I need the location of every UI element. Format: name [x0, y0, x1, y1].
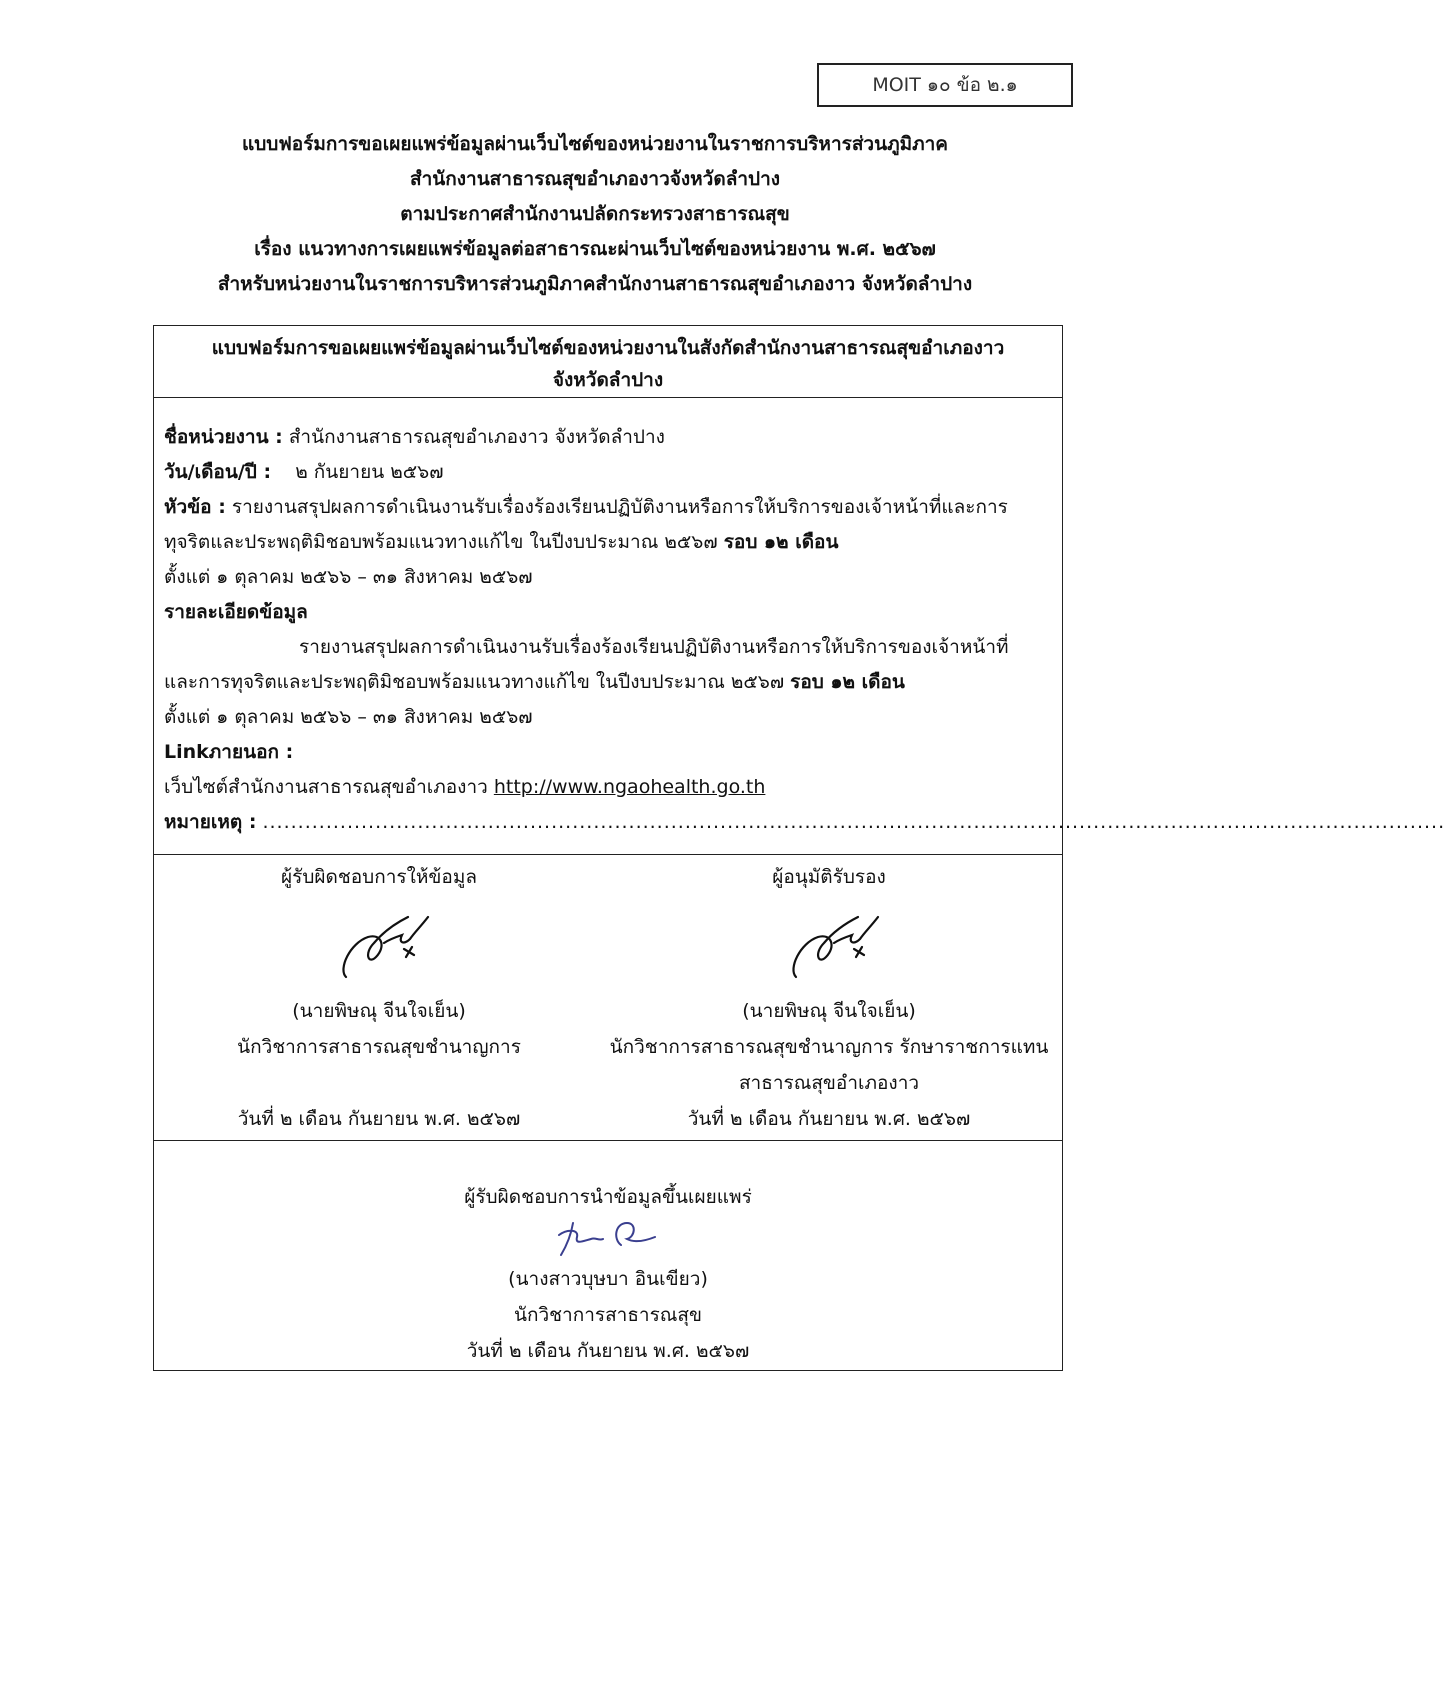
- topic-text-2: ทุจริตและประพฤติมิชอบพร้อมแนวทางแก้ไข ในปีงบประมาณ ๒๕๖๗: [164, 531, 718, 553]
- publisher-signature-image: [154, 1215, 1062, 1261]
- detail-text-3: ตั้งแต่ ๑ ตุลาคม ๒๕๖๖ – ๓๑ สิงหาคม ๒๕๖๗: [164, 706, 533, 728]
- right-signature-date: วันที่ ๒ เดือน กันยายน พ.ศ. ๒๕๖๗: [687, 1108, 971, 1130]
- date-row: [164, 455, 1052, 490]
- publisher-date: วันที่ ๒ เดือน กันยายน พ.ศ. ๒๕๖๗: [466, 1340, 750, 1362]
- form-title-line-1: แบบฟอร์มการขอเผยแพร่ข้อมูลผ่านเว็บไซต์ของหน่วยงานในสังกัดสำนักงานสาธารณสุขอำเภองาว: [211, 337, 1005, 359]
- detail-round: รอบ ๑๒ เดือน: [790, 671, 905, 693]
- detail-row-3: [164, 700, 1052, 735]
- signature-icon: [774, 899, 884, 989]
- left-signature-date: วันที่ ๒ เดือน กันยายน พ.ศ. ๒๕๖๗: [237, 1108, 521, 1130]
- topic-row-2: [164, 525, 1052, 560]
- detail-text-2: และการทุจริตและประพฤติมิชอบพร้อมแนวทางแก้ไข ในปีงบประมาณ ๒๕๖๗: [164, 671, 785, 693]
- publisher-signature-block: [154, 1141, 1062, 1369]
- heading-line-4: เรื่อง แนวทางการเผยแพร่ข้อมูลต่อสาธารณะผ่านเว็บไซต์ของหน่วยงาน พ.ศ. ๒๕๖๗: [254, 238, 936, 260]
- agency-value: สำนักงานสาธารณสุขอำเภองาว จังหวัดลำปาง: [288, 426, 665, 448]
- left-signature-image: [194, 895, 564, 993]
- note-label: หมายเหตุ :: [164, 811, 257, 833]
- heading-line-2: สำนักงานสาธารณสุขอำเภองาวจังหวัดลำปาง: [409, 168, 781, 190]
- heading-line-1: แบบฟอร์มการขอเผยแพร่ข้อมูลผ่านเว็บไซต์ของหน่วยงานในราชการบริหารส่วนภูมิภาค: [241, 133, 949, 155]
- signature-icon: [543, 1215, 673, 1261]
- document-headings: [130, 127, 1060, 302]
- right-signer-position-1: นักวิชาการสาธารณสุขชำนาญการ รักษาราชการแทน: [609, 1036, 1049, 1058]
- note-dots: ........................................................................................................................................................................: [262, 811, 1445, 833]
- topic-row-3: [164, 560, 1052, 595]
- left-signature-block: [194, 859, 564, 1137]
- document-code-box: [817, 63, 1073, 107]
- note-row: [164, 805, 1445, 840]
- agency-label: ชื่อหน่วยงาน :: [164, 426, 283, 448]
- agency-row: [164, 420, 1052, 455]
- publisher-position: นักวิชาการสาธารณสุข: [513, 1304, 703, 1326]
- date-label: วัน/เดือน/ปี :: [164, 461, 272, 483]
- right-signer-name: (นายพิษณุ จีนใจเย็น): [742, 1000, 916, 1022]
- detail-label: รายละเอียดข้อมูล: [164, 601, 308, 623]
- left-signer-position: นักวิชาการสาธารณสุขชำนาญการ: [237, 1036, 521, 1058]
- topic-row-1: [164, 490, 1052, 525]
- right-signer-role: ผู้อนุมัติรับรอง: [772, 866, 886, 888]
- left-signer-name: (นายพิษณุ จีนใจเย็น): [292, 1000, 466, 1022]
- form-content: [154, 398, 1445, 855]
- form-title-line-2: จังหวัดลำปาง: [552, 369, 664, 391]
- detail-row-2: [164, 665, 1052, 700]
- heading-line-3: ตามประกาศสำนักงานปลัดกระทรวงสาธารณสุข: [400, 203, 790, 225]
- publication-form: [153, 325, 1445, 1371]
- date-value: ๒ กันยายน ๒๕๖๗: [295, 461, 444, 483]
- detail-text-1: รายงานสรุปผลการดำเนินงานรับเรื่องร้องเรียนปฏิบัติงานหรือการให้บริการของเจ้าหน้าที่: [299, 636, 1009, 658]
- heading-line-5: สำหรับหน่วยงานในราชการบริหารส่วนภูมิภาคสำนักงานสาธารณสุขอำเภองาว จังหวัดลำปาง: [217, 273, 973, 295]
- publisher-name: (นางสาวบุษบา อินเขียว): [508, 1268, 708, 1290]
- website-text: เว็บไซต์สำนักงานสาธารณสุขอำเภองาว: [164, 776, 488, 798]
- right-signer-position-2: สาธารณสุขอำเภองาว: [738, 1072, 920, 1094]
- topic-text-3: ตั้งแต่ ๑ ตุลาคม ๒๕๖๖ – ๓๑ สิงหาคม ๒๕๖๗: [164, 566, 533, 588]
- left-signer-role: ผู้รับผิดชอบการให้ข้อมูล: [281, 866, 477, 888]
- signature-section: [154, 855, 1062, 1141]
- website-link[interactable]: http://www.ngaohealth.go.th: [493, 776, 766, 798]
- publisher-role: ผู้รับผิดชอบการนำข้อมูลขึ้นเผยแพร่: [464, 1186, 752, 1208]
- link-label: Linkภายนอก :: [164, 741, 294, 763]
- topic-label: หัวข้อ :: [164, 496, 226, 518]
- right-signature-image: [594, 895, 1064, 993]
- signature-icon: [324, 899, 434, 989]
- form-title: [154, 326, 1062, 398]
- right-signature-block: [594, 859, 1064, 1137]
- document-code: MOIT ๑๐ ข้อ ๒.๑: [872, 74, 1018, 96]
- detail-row-1: [164, 630, 1052, 665]
- topic-text-1: รายงานสรุปผลการดำเนินงานรับเรื่องร้องเรียนปฏิบัติงานหรือการให้บริการของเจ้าหน้าที่และการ: [231, 496, 1008, 518]
- topic-round: รอบ ๑๒ เดือน: [723, 531, 839, 553]
- website-row: [164, 770, 1052, 805]
